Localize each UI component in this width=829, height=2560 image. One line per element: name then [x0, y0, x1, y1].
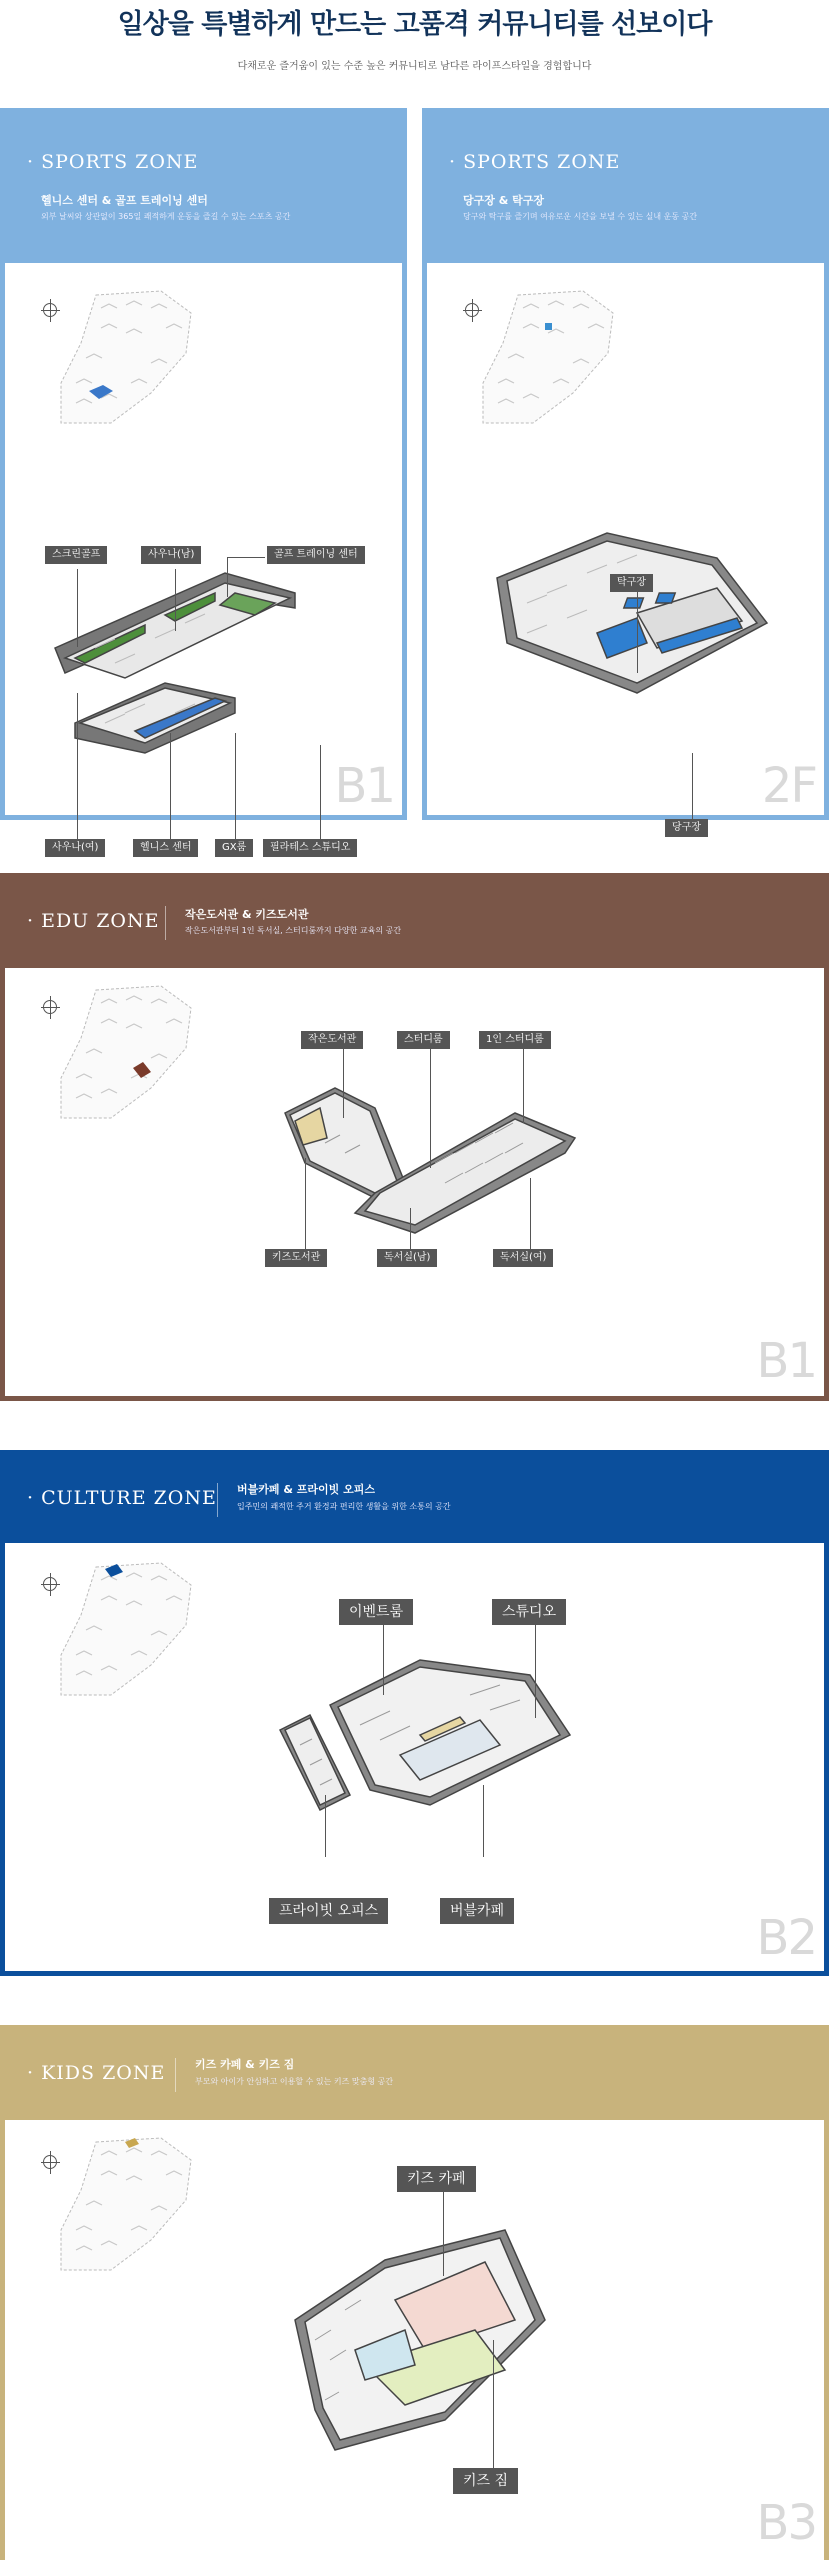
floor-indicator: B2 — [756, 1910, 816, 1966]
site-mini-map — [41, 1555, 211, 1705]
sports-zone-2f-card — [422, 108, 829, 833]
leader-line — [483, 1785, 484, 1857]
leader-line — [305, 1158, 306, 1253]
label-studio: 스튜디오 — [492, 1599, 566, 1625]
culture-zone-card — [0, 1450, 829, 1976]
leader-line — [320, 745, 321, 843]
zone-divider — [217, 1483, 218, 1517]
label-bubble-cafe: 버블카페 — [440, 1898, 514, 1924]
sports-zone-b1-card — [0, 108, 407, 853]
zone-title: 키즈 카페 & 키즈 짐 — [195, 2058, 295, 2071]
card-header — [5, 878, 824, 968]
zone-description: 작은도서관부터 1인 독서실, 스터디룸까지 다양한 교육의 공간 — [185, 926, 402, 935]
leader-line — [77, 693, 78, 843]
label-golf-training: 골프 트레이닝 센터 — [267, 546, 365, 564]
label-reading-room-male: 독서실(남) — [377, 1249, 437, 1267]
leader-line — [175, 569, 176, 631]
site-mini-map — [463, 283, 633, 433]
card-header — [5, 2030, 824, 2120]
zone-name: · CULTURE ZONE — [27, 1487, 217, 1509]
zone-description: 입주민의 쾌적한 주거 환경과 편리한 생활을 위한 소통의 공간 — [237, 1502, 451, 1511]
site-mini-map — [41, 2130, 211, 2280]
label-billiards: 당구장 — [665, 819, 708, 837]
leader-line — [535, 1623, 536, 1718]
floor-indicator: B1 — [756, 1333, 816, 1389]
kids-zone-card — [0, 2025, 829, 2560]
zone-description: 외부 날씨와 상관없이 365일 쾌적하게 운동을 즐길 수 있는 스포츠 공간 — [41, 212, 291, 221]
label-gx-room: GX룸 — [215, 839, 253, 857]
label-kids-gym: 키즈 짐 — [453, 2468, 518, 2494]
label-single-study-room: 1인 스터디룸 — [479, 1031, 551, 1049]
zone-divider — [175, 2058, 176, 2092]
label-study-room: 스터디룸 — [397, 1031, 450, 1049]
b1-sports-floor-plan — [45, 553, 365, 783]
label-event-room: 이벤트룸 — [339, 1599, 413, 1625]
label-kids-cafe: 키즈 카페 — [397, 2166, 476, 2192]
zone-name: · SPORTS ZONE — [449, 151, 621, 173]
edu-zone-card — [0, 873, 829, 1401]
leader-line — [343, 1048, 344, 1118]
label-fitness: 헬니스 센터 — [133, 839, 198, 857]
zone-name: · EDU ZONE — [27, 910, 160, 932]
label-sauna-male: 사우나(남) — [141, 546, 201, 564]
page-subtitle: 다채로운 즐거움이 있는 수준 높은 커뮤니티로 남다른 라이프스타일을 경험합니다 — [237, 61, 592, 72]
label-small-library: 작은도서관 — [301, 1031, 363, 1049]
leader-line — [383, 1623, 384, 1695]
zone-title: 작은도서관 & 키즈도서관 — [185, 908, 309, 921]
label-kids-library: 키즈도서관 — [265, 1249, 327, 1267]
floor-indicator: B3 — [756, 2495, 816, 2551]
label-sauna-female: 사우나(여) — [45, 839, 105, 857]
floor-indicator: B1 — [334, 758, 394, 814]
zone-name: · KIDS ZONE — [27, 2062, 166, 2084]
leader-line — [227, 557, 228, 597]
hero — [0, 0, 829, 100]
leader-line — [523, 1048, 524, 1123]
floor-indicator: 2F — [761, 758, 816, 814]
leader-line — [443, 2188, 444, 2276]
leader-line — [430, 1048, 431, 1168]
zone-title: 당구장 & 탁구장 — [463, 194, 545, 207]
b3-kids-floor-plan — [275, 2190, 565, 2490]
zone-divider — [165, 906, 166, 940]
leader-line — [692, 753, 693, 825]
site-mini-map — [41, 283, 211, 433]
leader-line — [235, 733, 236, 843]
page-title: 일상을 특별하게 만드는 고품격 커뮤니티를 선보이다 — [117, 9, 712, 40]
label-reading-room-female: 독서실(여) — [493, 1249, 553, 1267]
label-private-office: 프라이빗 오피스 — [269, 1898, 388, 1924]
leader-line — [530, 1178, 531, 1253]
leader-line — [170, 733, 171, 843]
label-screen-golf: 스크린골프 — [45, 546, 107, 564]
zone-description: 부모와 아이가 안심하고 이용할 수 있는 키즈 맞춤형 공간 — [195, 2077, 394, 2086]
leader-line — [493, 2340, 494, 2478]
label-pilates: 필라테스 스튜디오 — [263, 839, 357, 857]
leader-line — [410, 1208, 411, 1253]
leader-line — [227, 557, 265, 558]
zone-title: 버블카페 & 프라이빗 오피스 — [237, 1483, 375, 1496]
site-mini-map — [41, 978, 211, 1128]
leader-line — [325, 1795, 326, 1857]
label-table-tennis: 탁구장 — [610, 574, 653, 592]
zone-title: 헬니스 센터 & 골프 트레이닝 센터 — [41, 194, 208, 207]
card-header — [5, 113, 402, 263]
b2-culture-floor-plan — [270, 1605, 590, 1845]
leader-line — [637, 588, 638, 673]
zone-description: 당구와 탁구를 즐기며 여유로운 시간을 보낼 수 있는 실내 운동 공간 — [463, 212, 698, 221]
card-header — [427, 113, 824, 263]
zone-name: · SPORTS ZONE — [27, 151, 199, 173]
card-header — [5, 1455, 824, 1543]
leader-line — [77, 569, 78, 647]
